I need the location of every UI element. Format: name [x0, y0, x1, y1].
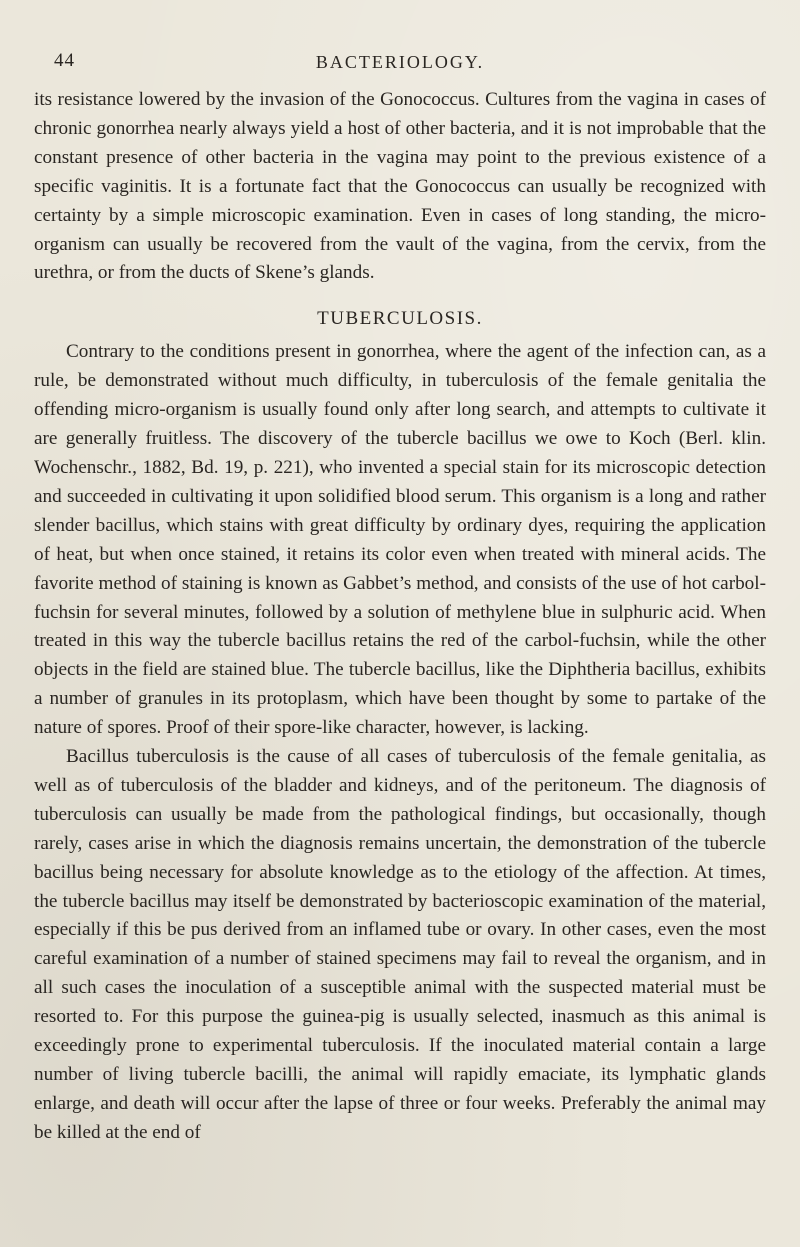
paragraph-tubercle-bacillus: Contrary to the conditions present in gonorrhea, where the agent of the infection can, as a rule, be demonstrated without much difficulty, in tuberculosis of the female genitalia the offending micro-organism is usually found only after long search, and attempts to cultivate it are generally fruitless. The discovery of the tubercle bacillus we owe to Koch (Berl. klin. Wochenschr., 1882, Bd. 19, p. 221), who invented a special stain for its microscopic detection and succeeded in cultivating it upon solidified blood serum. This organism is a long and rather slender bacillus, which stains with great difficulty by ordinary dyes, requiring the application of heat, but when once stained, it retains its color even when treated with mineral acids. The favorite method of staining is known as Gabbet’s method, and consists of the use of hot carbol-fuchsin for several minutes, followed by a solution of methylene blue in sulphuric acid. When treated in this way the tubercle bacillus retains the red of the carbol-fuchsin, while the other objects in the field are stained blue. The tubercle bacillus, like the Diphtheria bacillus, exhibits a number of granules in its protoplasm, which have been thought by some to partake of the nature of spores. Proof of their spore-like character, however, is lacking. — [34, 341, 766, 739]
page-header — [34, 44, 766, 74]
running-head: BACTERIOLOGY. — [315, 52, 485, 72]
page-number: 44 — [54, 50, 75, 71]
paragraph-gonococcus-cultures: its resistance lowered by the invasion of the Gonococcus. Cultures from the vagina in cases of chronic gonorrhea nearly always yield a host of other bacteria, and it is not improbable that the constant presence of other bacteria in the vagina may point to the previous existence of a specific vaginitis. It is a fortunate fact that the Gonococcus can usually be recognized with certainty by a simple microscopic examination. Even in cases of long standing, the micro-organism can usually be recovered from the vault of the vagina, from the cervix, from the urethra, or from the ducts of Skene’s glands. — [34, 89, 766, 284]
paragraph-bacillus-tuberculosis: Bacillus tuberculosis is the cause of all cases of tuberculosis of the female genitalia, as well as of tuberculosis of the bladder and kidneys, and of the peritoneum. The diagnosis of tuberculosis can usually be made from the pathological findings, but occasionally, though rarely, cases arise in which the diagnosis remains uncertain, the demonstration of the tubercle bacillus being necessary for absolute knowledge as to the etiology of the affection. At times, the tubercle bacillus may itself be demonstrated by bacterioscopic examination of the material, especially if this be pus derived from an inflamed tube or ovary. In other cases, even the most careful examination of a number of stained specimens may fail to reveal the organism, and in all such cases the inoculation of a susceptible animal with the suspected material must be resorted to. For this purpose the guinea-pig is usually selected, inasmuch as this animal is exceedingly prone to experimental tuberculosis. If the inoculated material contain a large number of living tubercle bacilli, the animal will rapidly emaciate, its lymphatic glands enlarge, and death will occur after the lapse of three or four weeks. Preferably the animal may be killed at the end of — [34, 746, 766, 1143]
section-title: TUBERCULOSIS. — [317, 308, 483, 330]
